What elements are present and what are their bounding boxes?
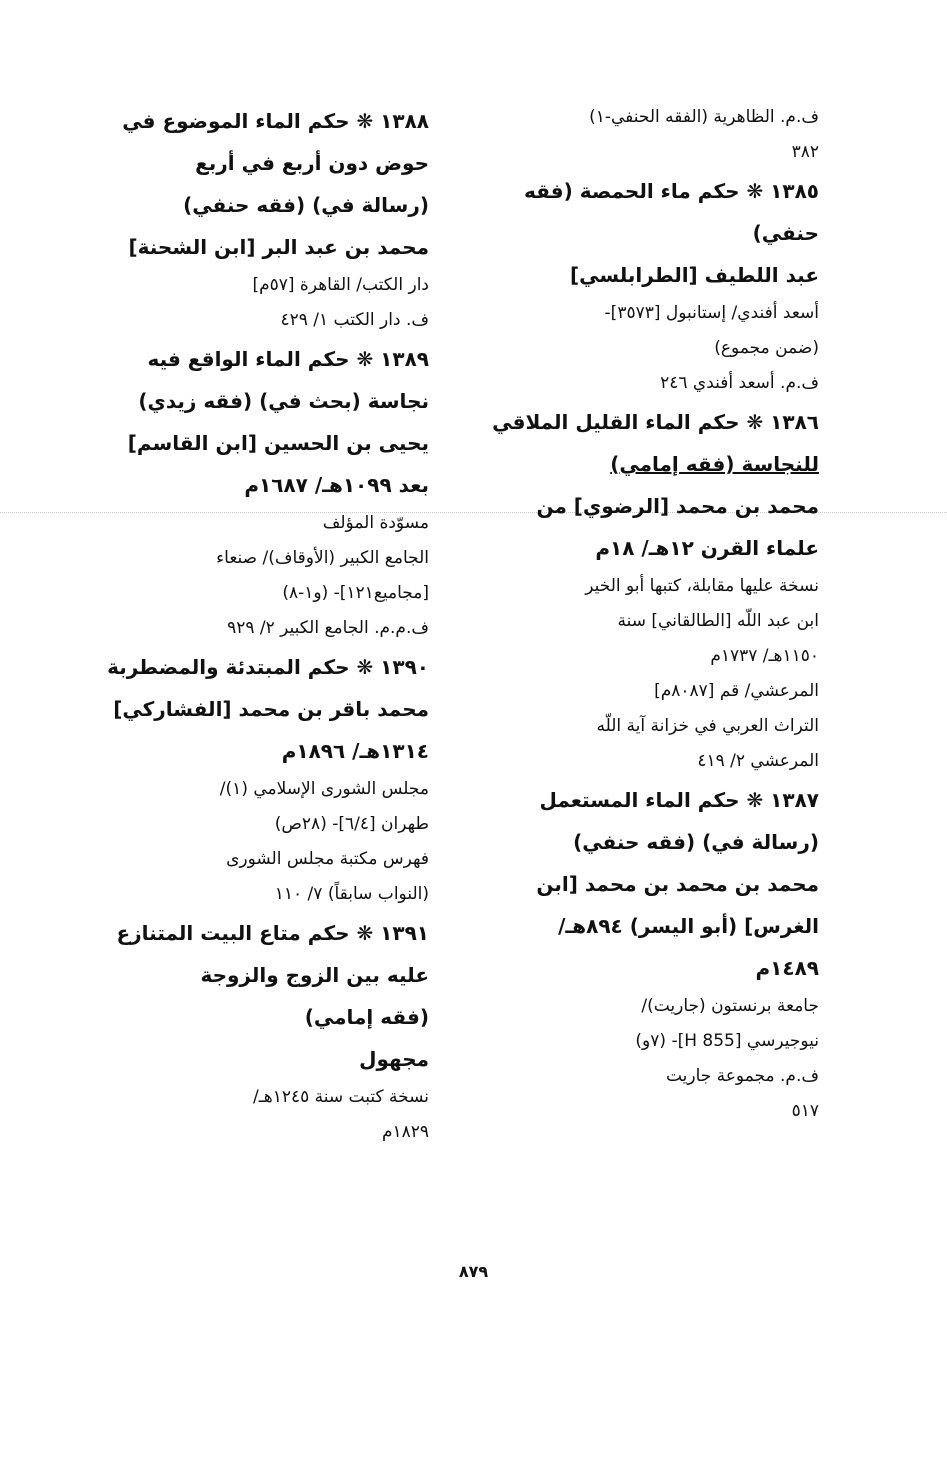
text-line: ١٣٨٨ ❋ حكم الماء الموضوع في <box>122 109 429 133</box>
text-line: ف.م. مجموعة جاريت <box>665 1066 819 1086</box>
text-line: المرعشي ٢/ ٤١٩ <box>697 751 819 771</box>
text-line: ف.م. أسعد أفندي ٢٤٦ <box>660 373 819 393</box>
text-line: (فقه إمامي) <box>304 1005 429 1029</box>
text-line: التراث العربي في خزانة آية اللّه <box>596 716 819 736</box>
text-line: مسوّدة المؤلف <box>322 513 429 533</box>
text-line: ١٣٨٩ ❋ حكم الماء الواقع فيه <box>147 347 429 371</box>
left-column <box>89 100 429 1150</box>
text-line: نسخة عليها مقابلة، كتبها أبو الخير <box>585 576 819 596</box>
text-line: ١٣٨٦ ❋ حكم الماء القليل الملاقي <box>492 410 819 434</box>
text-line: ١٣٩٠ ❋ حكم المبتدئة والمضطربة <box>107 655 429 679</box>
text-line: (رسالة في) (فقه حنفي) <box>573 830 819 854</box>
text-line: علماء القرن ١٢هـ/ ١٨م <box>595 536 819 560</box>
text-line: المرعشي/ قم [٨٠٨٧م] <box>654 681 819 701</box>
text-line: ١٣١٤هـ/ ١٨٩٦م <box>281 739 429 763</box>
text-line: (ضمن مجموع) <box>714 338 819 358</box>
text-line: ١٨٢٩م <box>381 1122 429 1142</box>
text-line: ١٤٨٩م <box>755 956 819 980</box>
text-line: عليه بين الزوج والزوجة <box>200 963 429 987</box>
text-line: مجهول <box>359 1047 429 1071</box>
text-line: محمد بن محمد [الرضوي] من <box>536 494 819 518</box>
text-line: مجلس الشورى الإسلامي (١)/ <box>219 779 429 799</box>
text-line: [مجاميع١٢١]- (و١-٨) <box>282 583 429 603</box>
text-line: ١١٥٠هـ/ ١٧٣٧م <box>710 646 819 666</box>
text-line: يحيى بن الحسين [ابن القاسم] <box>127 431 429 455</box>
text-line: عبد اللطيف [الطرابلسي] <box>570 263 819 287</box>
text-line: ابن عبد اللّه [الطالقاني] سنة <box>617 611 819 631</box>
text-line: نجاسة (بحث في) (فقه زيدي) <box>138 389 429 413</box>
text-line: محمد بن محمد بن محمد [ابن <box>536 872 819 896</box>
text-line: ف.م.م. الجامع الكبير ٢/ ٩٢٩ <box>227 618 429 638</box>
text-line: بعد ١٠٩٩هـ/ ١٦٨٧م <box>244 473 429 497</box>
text-line: حوض دون أربع في أربع <box>195 151 429 175</box>
text-line: ١٣٨٧ ❋ حكم الماء المستعمل <box>539 788 819 812</box>
text-line: حنفي) <box>752 221 819 245</box>
text-line: محمد بن عبد البر [ابن الشحنة] <box>128 235 429 259</box>
text-line: دار الكتب/ القاهرة [٥٧م] <box>252 275 429 295</box>
text-line: ٣٨٢ <box>791 142 819 162</box>
text-line: فهرس مكتبة مجلس الشورى <box>226 849 429 869</box>
text-line: طهران [٦/٤]- (٢٨ص) <box>274 814 429 834</box>
text-line: (رسالة في) (فقه حنفي) <box>183 193 429 217</box>
text-line: الجامع الكبير (الأوقاف)/ صنعاء <box>216 548 429 568</box>
page-number: ٨٧٩ <box>458 1262 489 1281</box>
text-line: ١٣٨٥ ❋ حكم ماء الحمصة (فقه <box>523 179 819 203</box>
text-line: ف.م. الظاهرية (الفقه الحنفي-١) <box>589 107 819 127</box>
text-line: جامعة برنستون (جاريت)/ <box>641 996 819 1016</box>
text-line: للنجاسة (فقه إمامي) <box>610 452 819 476</box>
text-line: محمد باقر بن محمد [الفشاركي] <box>113 697 429 721</box>
right-column <box>479 100 819 1129</box>
text-line: ف. دار الكتب ١/ ٤٢٩ <box>280 310 429 330</box>
text-line: ١٣٩١ ❋ حكم متاع البيت المتنازع <box>116 921 429 945</box>
text-line: نسخة كتبت سنة ١٢٤٥هـ/ <box>253 1087 429 1107</box>
text-line: نيوجيرسي [855 H]- (٧و) <box>635 1031 819 1051</box>
text-line: ٥١٧ <box>791 1101 819 1121</box>
text-line: (النواب سابقاً) ٧/ ١١٠ <box>274 884 429 904</box>
text-line: أسعد أفندي/ إستانبول [٣٥٧٣]- <box>604 303 819 323</box>
text-line: الغرس] (أبو اليسر) ٨٩٤هـ/ <box>558 914 819 938</box>
